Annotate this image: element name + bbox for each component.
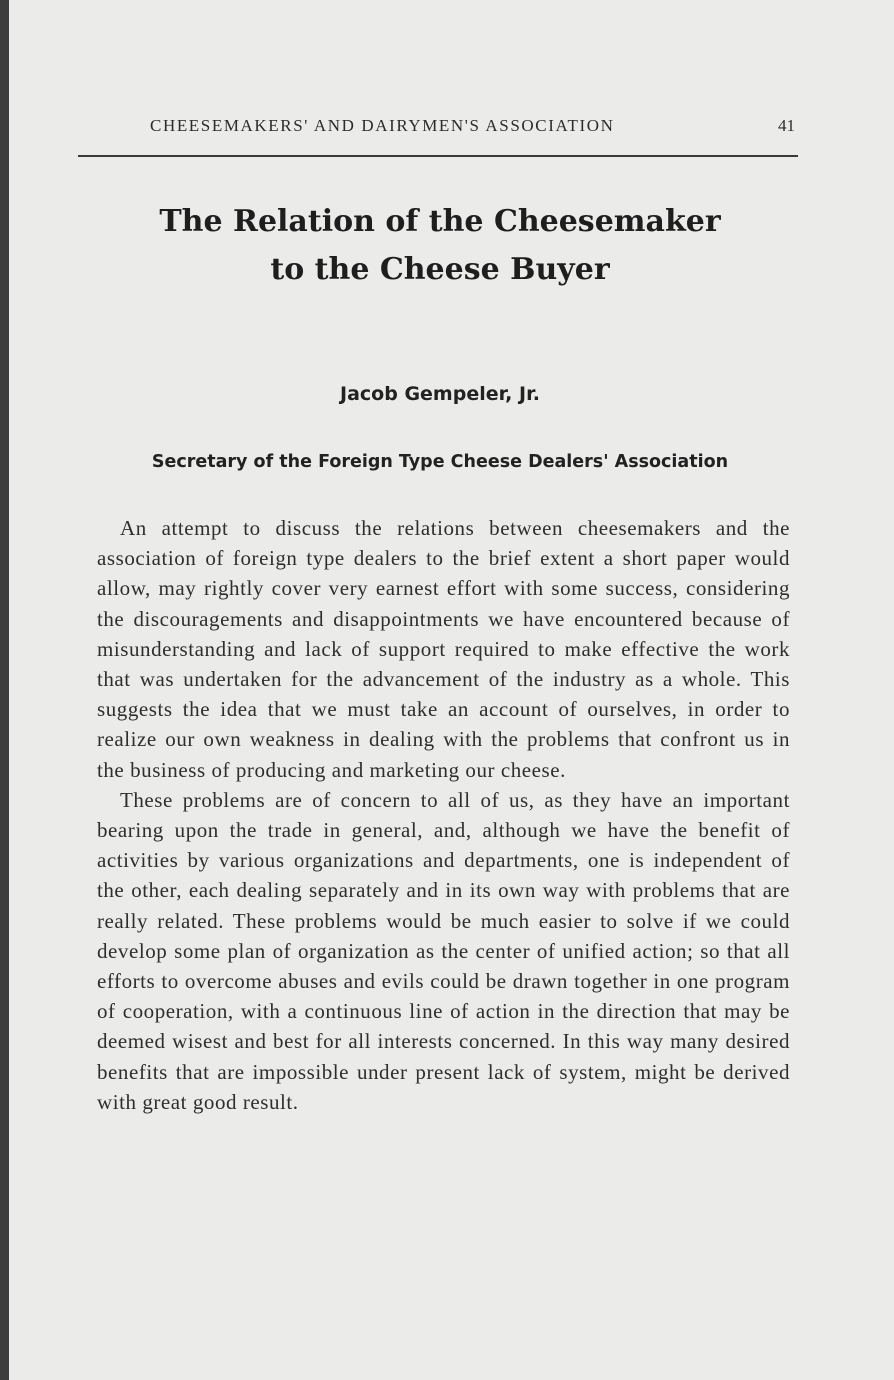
article-author: Jacob Gempeler, Jr. (340, 383, 540, 405)
running-header-title: CHEESEMAKERS' AND DAIRYMEN'S ASSOCIATION (150, 116, 615, 135)
article-title-line-1: The Relation of the Cheesemaker (159, 204, 721, 239)
page-number: 41 (778, 116, 795, 135)
article-title (80, 198, 800, 294)
body-paragraph-2: These problems are of concern to all of us, as they have an important bearing upon the trade in general, and, although we have the benefit of activities by various organizations and departments, one is independent of the other, each dealing separately and in its own way with problems that are really related. These problems would be much easier to solve if we could develop some plan of organization as the center of unified action; so that all efforts to overcome abuses and evils could be drawn together in one program of cooperation, with a continuous line of action in the direction that may be deemed wisest and best for all interests concerned. In this way many desired benefits that are impossible under present lack of system, might be derived with great good result. (97, 787, 790, 1114)
article-body (97, 513, 790, 1117)
author-affiliation: Secretary of the Foreign Type Cheese Dealers' Association (151, 452, 729, 472)
header-rule (78, 155, 798, 157)
body-paragraph-1: An attempt to discuss the relations between cheesemakers and the association of foreign type dealers to the brief extent a short paper would allow, may rightly cover very earnest effort with some success, considering the discouragements and disappointments we have encountered because of misunderstanding and lack of support required to make effective the work that was undertaken for the advancement of the industry as a whole. This suggests the idea that we must take an account of ourselves, in order to realize our own weakness in dealing with the problems that confront us in the business of producing and marketing our cheese. (97, 516, 790, 782)
article-title-line-2: to the Cheese Buyer (270, 252, 610, 287)
page-edge-shadow (0, 0, 9, 1380)
